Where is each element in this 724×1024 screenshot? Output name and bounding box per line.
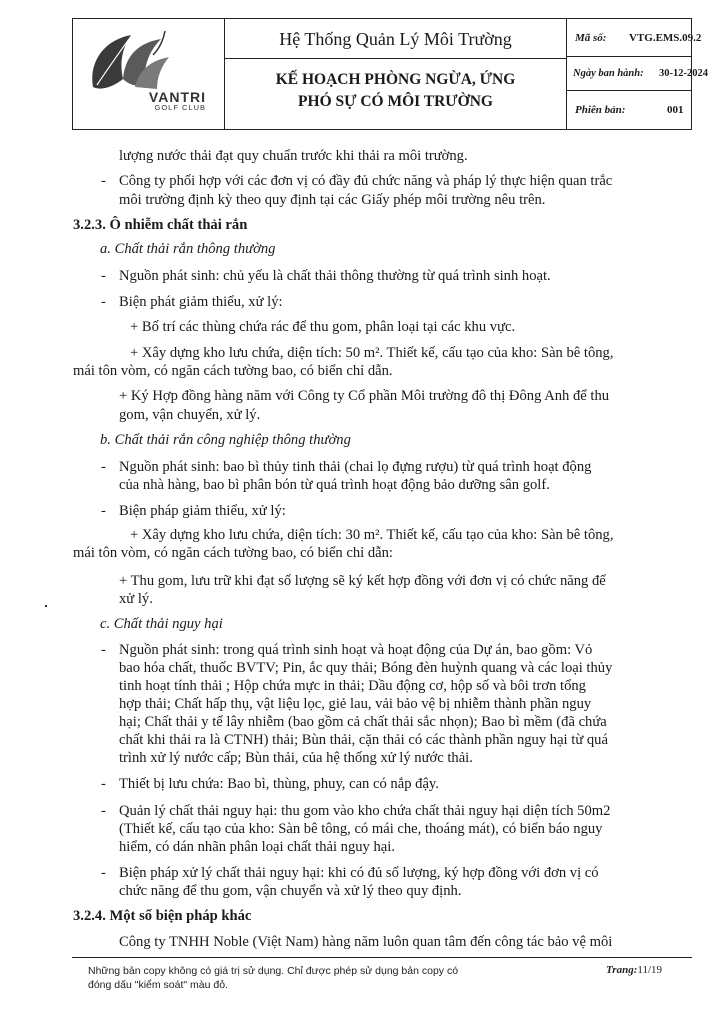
body-line: Nguồn phát sinh: trong quá trình sinh hoạt và hoạt động của Dự án, bao gồm: Vỏ [119, 642, 593, 658]
footer-note-line-2: đóng dấu "kiểm soát" màu đỏ. [88, 979, 228, 991]
body-line: hại; Chất thải y tế lây nhiễm (bao gồm cả chất thải sắc nhọn); Bao bì mềm (đã chứa [119, 714, 607, 730]
version-label: Phiên bản: [575, 104, 626, 116]
body-line: trình xử lý nước cấp; Bùn thải, của hệ thống xử lý nước thải. [119, 750, 473, 766]
bullet-dash: - [101, 642, 106, 658]
system-title: Hệ Thống Quản Lý Môi Trường [225, 19, 566, 59]
footer-note-line-1: Những bản copy không có giá trị sử dụng. Chỉ được phép sử dụng bản copy có [88, 965, 459, 977]
body-line: gom, vận chuyển, xử lý. [119, 407, 261, 423]
issue-date-value: 30-12-2024 [659, 68, 708, 79]
subheading-b: b. Chất thải rắn công nghiệp thông thường [100, 432, 351, 448]
body-line: bao hóa chất, thuốc BVTV; Pin, ắc quy thải; Bóng đèn huỳnh quang và các loại thủy [119, 660, 613, 676]
logo-subtitle: GOLF CLUB [154, 103, 206, 112]
body-line: Thiết bị lưu chứa: Bao bì, thùng, phuy, can có nắp đậy. [119, 776, 439, 792]
plan-title [225, 59, 566, 129]
footer-divider [72, 957, 692, 958]
scan-speck [45, 605, 47, 607]
body-line: Công ty phối hợp với các đơn vị có đầy đủ chức năng và pháp lý thực hiện quan trắc [119, 173, 613, 189]
version-value: 001 [667, 104, 684, 116]
body-line: chức năng để thu gom, vận chuyển và xử lý theo quy định. [119, 883, 462, 899]
body-line: hợp thải; Chất hấp thụ, vật liệu lọc, giẻ lau, vải bảo vệ bị nhiễm thành phần nguy [119, 696, 592, 712]
logo-name: VANTRI [148, 89, 206, 105]
subheading-c: c. Chất thải nguy hại [100, 616, 223, 632]
body-line: + Ký Hợp đồng hàng năm với Công ty Cổ phần Môi trường đô thị Đông Anh để thu [119, 388, 610, 404]
body-line: Nguồn phát sinh: bao bì thủy tinh thải (chai lọ đựng rượu) từ quá trình hoạt động [119, 459, 592, 475]
body-line: môi trường định kỳ theo quy định tại các Giấy phép môi trường nêu trên. [119, 192, 546, 208]
body-line: mái tôn vòm, có ngăn cách tường bao, có biển chỉ dẫn. [73, 363, 393, 379]
issue-date-label: Ngày ban hành: [573, 68, 644, 79]
body-line: Nguồn phát sinh: chủ yếu là chất thải thông thường từ quá trình sinh hoạt. [119, 268, 551, 284]
body-line: xử lý. [119, 591, 153, 607]
logo-wordmark [73, 89, 224, 112]
bullet-dash: - [101, 865, 106, 881]
section-heading-3-2-3: 3.2.3. Ô nhiễm chất thải rắn [73, 217, 248, 233]
body-line: mái tôn vòm, có ngăn cách tường bao, có biển chỉ dẫn: [73, 545, 393, 561]
body-line: + Thu gom, lưu trữ khi đạt số lượng sẽ ký kết hợp đồng với đơn vị có chức năng để [119, 573, 606, 589]
page-value: 11/19 [637, 964, 663, 976]
document-header [72, 18, 708, 130]
meta-code-row [567, 19, 702, 57]
bullet-dash: - [101, 803, 106, 819]
body-line: + Xây dựng kho lưu chứa, diện tích: 50 m². Thiết kế, cấu tạo của kho: Sàn bê tông, [130, 345, 614, 361]
bullet-dash: - [101, 294, 106, 310]
bullet-dash: - [101, 459, 106, 475]
vantri-leaf-logo [83, 27, 183, 97]
bullet-dash: - [101, 776, 106, 792]
document-meta [567, 19, 708, 129]
plan-title-line-2: PHÓ SỰ CÓ MÔI TRƯỜNG [298, 93, 493, 110]
footer-copy-notice [88, 964, 528, 992]
body-line: + Xây dựng kho lưu chứa, diện tích: 30 m². Thiết kế, cấu tạo của kho: Sàn bê tông, [130, 527, 614, 543]
body-line: (Thiết kế, cấu tạo của kho: Sàn bê tông, có mái che, thoáng mát), có biển báo nguy [119, 821, 603, 837]
meta-issue-row [567, 57, 708, 91]
code-value: VTG.EMS.09.2 [629, 32, 702, 44]
code-label: Mã số: [575, 32, 607, 44]
body-line: Biện pháp giảm thiểu, xử lý: [119, 503, 286, 519]
body-line: tinh hoạt tính thải ; Hộp chứa mực in thải; Dầu động cơ, hộp số và bôi trơn tổng [119, 678, 586, 694]
meta-version-row [567, 91, 691, 129]
title-cell [225, 19, 567, 129]
logo-cell [73, 19, 225, 129]
body-line: chất khi thải ra là CTNH) thải; Bùn thải, cặn thải có các thành phần nguy hại từ quá [119, 732, 608, 748]
page-label: Trang: [606, 964, 638, 976]
plan-title-line-1: KẾ HOẠCH PHÒNG NGỪA, ỨNG [275, 71, 516, 88]
page-number [606, 964, 662, 976]
bullet-dash: - [101, 268, 106, 284]
bullet-dash: - [101, 173, 106, 189]
body-line: lượng nước thải đạt quy chuẩn trước khi thải ra môi trường. [119, 148, 468, 164]
body-line: hiểm, có dán nhãn phân loại chất thải nguy hại. [119, 839, 395, 855]
body-line: Công ty TNHH Noble (Việt Nam) hàng năm luôn quan tâm đến công tác bảo vệ môi [119, 934, 613, 950]
body-line: của nhà hàng, bao bì phân bón từ quá trình hoạt động bảo dưỡng sân golf. [119, 477, 550, 493]
body-line: Biện phát giảm thiểu, xử lý: [119, 294, 283, 310]
section-heading-3-2-4: 3.2.4. Một số biện pháp khác [73, 908, 252, 924]
subheading-a: a. Chất thải rắn thông thường [100, 241, 276, 257]
body-line: Quản lý chất thải nguy hại: thu gom vào kho chứa chất thải nguy hại diện tích 50m2 [119, 803, 611, 819]
bullet-dash: - [101, 503, 106, 519]
body-line: Biện pháp xử lý chất thải nguy hại: khi có đủ số lượng, ký hợp đồng với đơn vị có [119, 865, 599, 881]
body-line: + Bố trí các thùng chứa rác để thu gom, phân loại tại các khu vực. [130, 319, 516, 335]
